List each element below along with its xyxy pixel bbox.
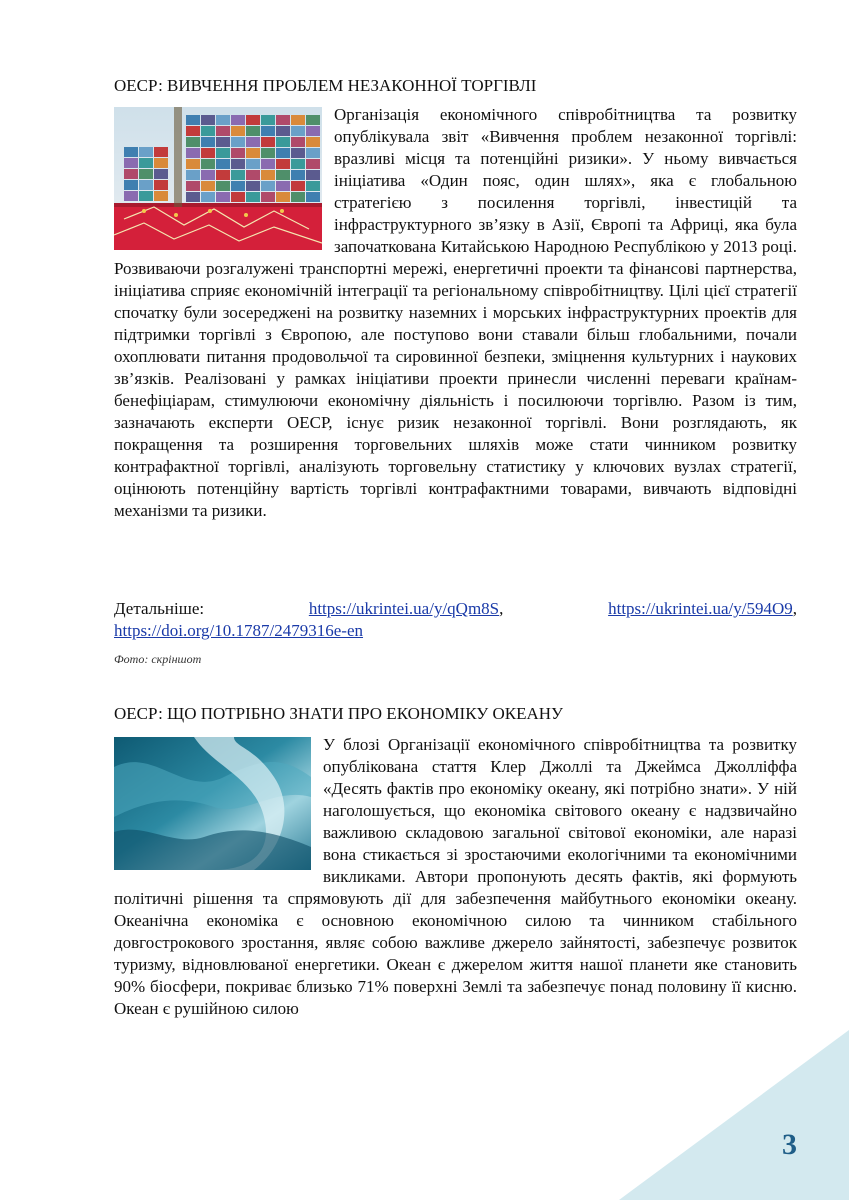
corner-decoration [619, 1030, 849, 1200]
article1-text: Організація економічного співробітництва та розвитку опублікувала звіт «Вивчення проблем незаконної торгівлі: вразливі місця та потенційні ризики». У ньому вивчається ініціатива «Один пояс, один шлях», яка є глобальною стратегією з посилення торгівлі, інвестицій та інфраструктурного зв’язку в Азії, Європі та Африці, яка була започаткована Китайською Народною Республікою у 2013 році. Розвиваючи розгалужені транспортні мережі, енергетичні проекти та фінансові партнерства, ініціатива сприяє економічній інтеграції та регіональному співробітництву. Цілі цієї стратегії спочатку були зосереджені на розвитку наземних і морських інфраструктурних проектів для підтримки торгівлі з Європою, але поступово вони ставали більш глобальними, почали охоплювати питання продовольчої та сировинної безпеки, зміцнення культурних і наукових зв’язків. Реалізовані у рамках ініціативи проекти принесли численні переваги країнам-бенефіціарам, стимулюючи економічну діяльність і посилюючи торгівлю. Разом із тим, зазначають експерти ОЕСР, існує ризик незаконної торгівлі. Вони розглядають, як покращення та розширення торговельних шляхів може стати чинником розвитку контрафактної торгівлі, аналізують торговельну статистику у ключових вузлах стратегії, оцінюють потенційну вартість торгівлі контрафактними товарами, вивчають відповідні механізми та ризики. [114, 105, 797, 520]
link-doi[interactable]: https://doi.org/10.1787/2479316e-en [114, 621, 364, 640]
link-ukrintei-1[interactable]: https://ukrintei.ua/y/qQm8S [308, 599, 500, 618]
article2-body [114, 734, 797, 1020]
article2-heading: ОЕСР: ЩО ПОТРІБНО ЗНАТИ ПРО ЕКОНОМІКУ ОКЕАНУ [114, 704, 564, 723]
container-ship-photo [114, 107, 322, 250]
article1-body [114, 104, 797, 522]
link-separator: , [792, 599, 797, 618]
article2-text: У блозі Організації економічного співробітництва та розвитку опублікована стаття Клер Джоллі та Джеймса Джолліффа «Десять фактів про економіку океану, які потрібно знати». У ній наголошується, що економіка світового океану є надзвичайно важливою складовою загальної світової економіки, але наразі вона стикається зі зростаючими екологічними та економічними викликами. Автори пропонують десять фактів, які формують політичні рішення та спрямовують дії для забезпечення майбутнього економіки океану. Океанічна економіка є основною економічною силою та чинником стабільного довгострокового зростання, являє собою важливе джерело зайнятості, забезпечує розвиток туризму, відновлюваної енергетики. Океан є джерелом життя нашої планети яке становить 90% біосфери, покриває близько 71% поверхні Землі та забезпечує понад половину її кисню. Океан є рушійною силою [114, 735, 797, 1018]
link-separator: , [499, 599, 504, 618]
photo-caption: Фото: скріншот [114, 652, 202, 666]
article1-heading: ОЕСР: ВИВЧЕННЯ ПРОБЛЕМ НЕЗАКОННОЇ ТОРГІВЛІ [114, 76, 537, 95]
article1-links [114, 598, 797, 642]
page-number: 3 [782, 1128, 797, 1161]
link-ukrintei-2[interactable]: https://ukrintei.ua/y/594O9 [608, 599, 793, 618]
ocean-wave-photo [114, 737, 311, 870]
details-label: Детальніше: [114, 599, 205, 618]
